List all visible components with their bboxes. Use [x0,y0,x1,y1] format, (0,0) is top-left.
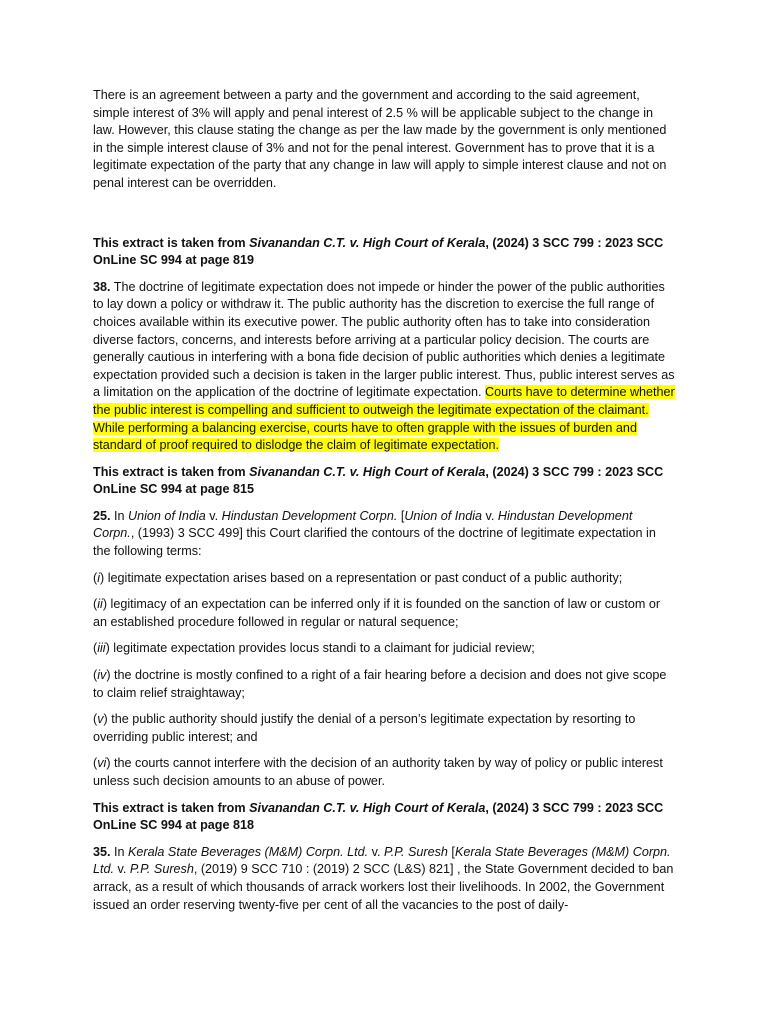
highlighted-text: Courts have to determine whether the public interest is compelling and sufficient to outweigh the legitimate expectation of the claimant. While performing a balancing exercise, courts have to often grapple with the issues of burden and standard of proof required to dislodge the claim of legitimate expectation. [93,385,675,453]
list-item: (iii) legitimate expectation provides locus standi to a claimant for judicial review; [93,641,535,656]
extract-source-2: This extract is taken from Sivanandan C.T. v. High Court of Kerala, (2024) 3 SCC 799 : 2023 SCC OnLine SC 994 at page 815 [93,464,664,497]
paragraph-25: 25. In Union of India v. Hindustan Development Corpn. [Union of India v. Hindustan Development Corpn., (1993) 3 SCC 499] this Court clarified the contours of the doctrine of legitimate expectation in the following terms: [93,508,656,559]
list-item: (i) legitimate expectation arises based on a representation or past conduct of a public authority; [93,570,623,585]
extract-source-3: This extract is taken from Sivanandan C.T. v. High Court of Kerala, (2024) 3 SCC 799 : 2023 SCC OnLine SC 994 at page 818 [93,800,664,833]
list-item: (ii) legitimacy of an expectation can be inferred only if it is founded on the sanction of law or custom or an established procedure followed in regular or natural sequence; [93,597,661,629]
case-name: Sivanandan C.T. v. High Court of Kerala [249,235,486,250]
paragraph-38: 38. The doctrine of legitimate expectation does not impede or hinder the power of the public authorities to lay down a policy or withdraw it. The public authority has the discretion to exercise the full range of choices available within its executive power. The public authority often has to take into consideration diverse factors, concerns, and interests before arriving at a particular policy decision. The courts are generally cautious in interfering with a bona fide decision of public authorities which denies a legitimate expectation provided such a decision is taken in the larger public interest. Thus, public interest serves as a limitation on the application of the doctrine of legitimate expectation. Courts have to determine whether the public interest is compelling and sufficient to outweigh the legitimate expectation of the claimant. While performing a balancing exercise, courts have to often grapple with the issues of burden and standard of proof required to dislodge the claim of legitimate expectation. [93,279,675,453]
list-item: (v) the public authority should justify the denial of a person’s legitimate expectation by resorting to overriding public interest; and [93,712,636,744]
case-name: Sivanandan C.T. v. High Court of Kerala [249,800,486,815]
intro-paragraph: There is an agreement between a party and the government and according to the said agreement, simple interest of 3% will apply and penal interest of 2.5 % will be applicable subject to the change in law. However, this clause stating the change as per the law made by the government is only mentioned in the simple interest clause of 3% and not for the penal interest. Government has to prove that it is a legitimate expectation of the party that any change in law will apply to simple interest clause and not on penal interest can be overridden. [93,88,667,190]
list-item: (iv) the doctrine is mostly confined to a right of a fair hearing before a decision and does not give scope to claim relief straightaway; [93,668,667,700]
list-item: (vi) the courts cannot interfere with the decision of an authority taken by way of policy or public interest unless such decision amounts to an abuse of power. [93,756,663,788]
paragraph-number: 35. [93,844,111,859]
case-name: Sivanandan C.T. v. High Court of Kerala [249,464,486,479]
extract-source-1: This extract is taken from Sivanandan C.T. v. High Court of Kerala, (2024) 3 SCC 799 : 2023 SCC OnLine SC 994 at page 819 [93,235,664,268]
paragraph-35: 35. In Kerala State Beverages (M&M) Corpn. Ltd. v. P.P. Suresh [Kerala State Beverages (M&M) Corpn. Ltd. v. P.P. Suresh, (2019) 9 SCC 710 : (2019) 2 SCC (L&S) 821] , the State Government decided to ban arrack, as a result of which thousands of arrack workers lost their livelihoods. In 2002, the Government issued an order reserving twenty-five per cent of all the vacancies to the post of daily- [93,844,674,912]
paragraph-number: 38. [93,279,111,294]
paragraph-number: 25. [93,508,111,523]
